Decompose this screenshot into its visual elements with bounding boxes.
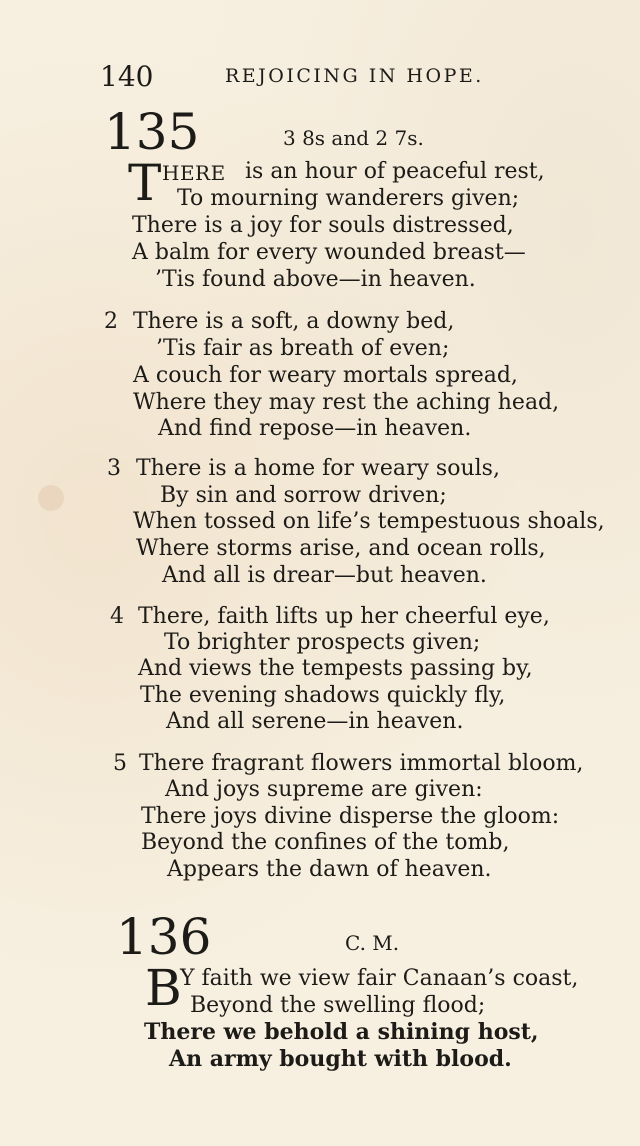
verse-line: Beyond the confines of the tomb,	[141, 830, 510, 855]
verse-line: A couch for weary mortals spread,	[133, 363, 518, 388]
verse-line: And find repose—in heaven.	[158, 416, 472, 441]
verse-line: ’Tis fair as breath of even;	[156, 336, 450, 361]
drop-cap: T	[128, 154, 162, 212]
verse-line: An army bought with blood.	[169, 1046, 512, 1072]
verse-line: ’Tis found above—in heaven.	[155, 267, 476, 292]
verse-line: To brighter prospects given;	[164, 630, 481, 655]
verse-line: And views the tempests passing by,	[138, 656, 533, 681]
verse-line: There is a soft, a downy bed,	[133, 309, 455, 334]
hymn-number: 135	[104, 103, 200, 161]
verse-number: 5	[113, 751, 127, 776]
verse-line: By sin and sorrow driven;	[160, 483, 447, 508]
verse-line: A balm for every wounded breast—	[132, 240, 526, 265]
verse-line: Where they may rest the aching head,	[133, 390, 560, 415]
hymn-number: 136	[116, 908, 212, 966]
verse-line: And all is drear—but heaven.	[162, 563, 487, 588]
verse-number: 4	[110, 604, 124, 629]
verse-line: To mourning wanderers given;	[177, 186, 520, 211]
verse-line: There joys divine disperse the gloom:	[141, 804, 560, 829]
running-title: REJOICING IN HOPE.	[225, 65, 484, 87]
verse-line: There is a joy for souls distressed,	[132, 213, 514, 238]
page-number: 140	[100, 60, 154, 93]
verse-line: is an hour of peaceful rest,	[245, 159, 545, 184]
verse-line: Beyond the swelling flood;	[190, 993, 486, 1018]
verse-line: And joys supreme are given:	[165, 777, 483, 802]
verse-number: 3	[107, 456, 121, 481]
verse-line: There we behold a shining host,	[144, 1019, 539, 1045]
hymn-meter: 3 8s and 2 7s.	[283, 126, 424, 150]
verse-number: 2	[104, 309, 118, 334]
verse-line: Appears the dawn of heaven.	[167, 857, 492, 882]
verse-line: And all serene—in heaven.	[166, 709, 464, 734]
paper-stain	[38, 485, 64, 511]
verse-line: There fragrant flowers immortal bloom,	[139, 751, 584, 776]
hymn-meter: C. M.	[345, 931, 400, 955]
verse-line: The evening shadows quickly fly,	[140, 683, 506, 708]
drop-cap: B	[145, 959, 182, 1017]
verse-line: Y faith we view fair Canaan’s coast,	[180, 966, 579, 991]
first-word-rest: HERE	[162, 161, 226, 185]
verse-line: There, faith lifts up her cheerful eye,	[138, 604, 550, 629]
verse-line: There is a home for weary souls,	[136, 456, 500, 481]
verse-line: Where storms arise, and ocean rolls,	[136, 536, 546, 561]
page-header	[0, 60, 640, 100]
verse-line: When tossed on life’s tempestuous shoals,	[133, 509, 605, 534]
